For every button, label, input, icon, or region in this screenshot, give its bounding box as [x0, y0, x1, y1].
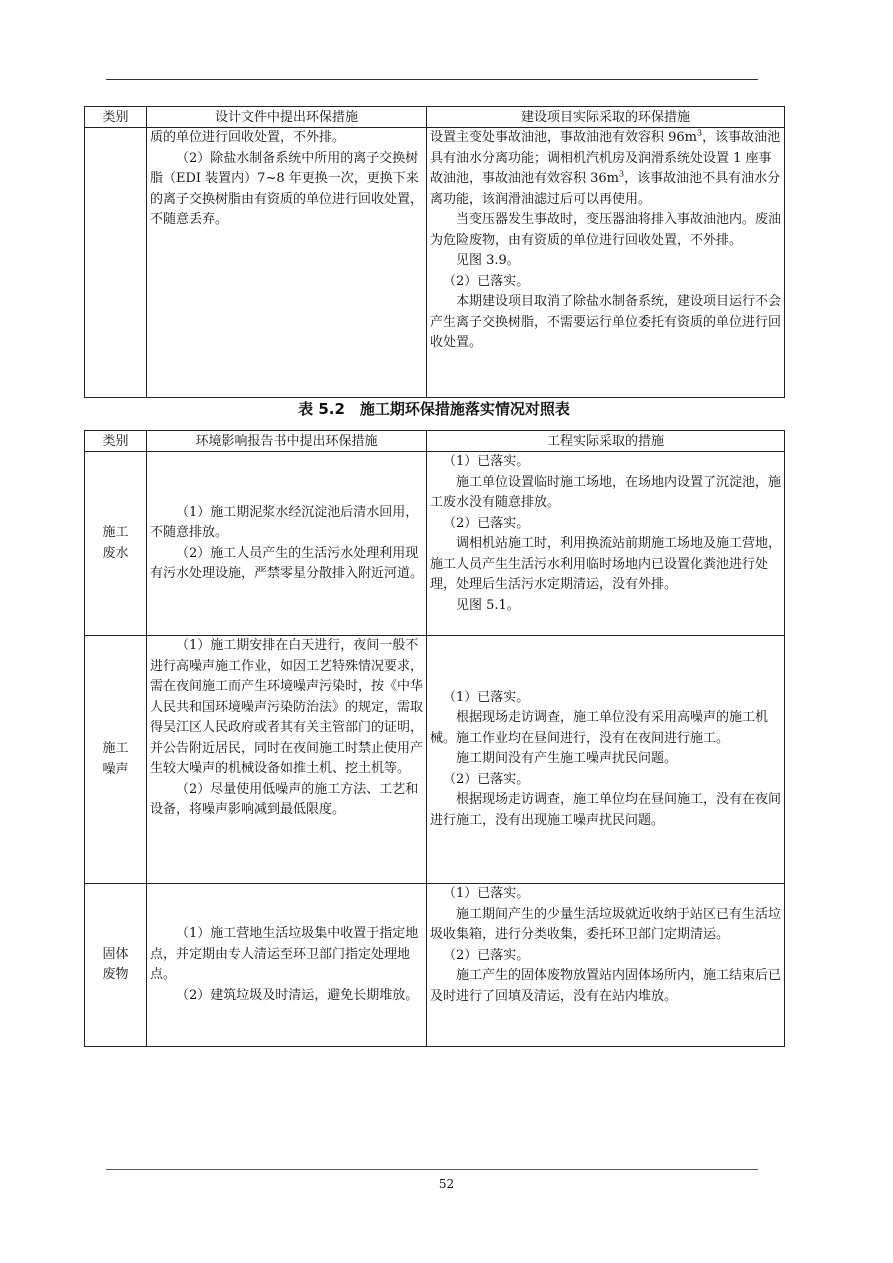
paragraph: （2）已落实。 [443, 515, 530, 531]
table-operation-measures [84, 106, 785, 398]
footer-rule [106, 1169, 758, 1170]
paragraph: （2）除盐水制备系统中所用的离子交换树脂（EDI 装置内）7~8 年更换一次，更换下来的离子交换树脂由有资质的单位进行回收处置，不随意丢弃。 [150, 150, 424, 227]
report-measures-cell [147, 452, 427, 636]
table-caption: 表 5.2 施工期环保措施落实情况对照表 [298, 400, 570, 418]
table-header-row [85, 431, 785, 452]
page-number: 52 [438, 1177, 455, 1191]
paragraph: （1）已落实。 [443, 689, 530, 705]
design-measures-cell [147, 128, 427, 398]
paragraph: （1）已落实。 [443, 454, 530, 469]
paragraph: （2）已落实。 [443, 947, 530, 963]
paragraph: （1）施工营地生活垃圾集中收置于指定地点，并定期由专人清运至环卫部门指定处理地点。 [150, 926, 419, 982]
paragraph: 施工产生的固体废物放置站内固体场所内，施工结束后已及时进行了回填及清运，没有在站内堆放。 [430, 968, 782, 1004]
header-category: 类别 [85, 431, 147, 452]
paragraph: 见图 3.9。 [456, 253, 520, 268]
category-cell: 施工 噪声 [85, 636, 147, 884]
paragraph: 设置主变处事故油池，事故油池有效容积 $96m^3$，该事故油池具有油水分离功能；调相机汽机房及润滑系统处设置 1 座事故油池，事故油池有效容积 $36m^3$，该事故油池不具有油水分离功能，该润滑油滤过后可以再使用。 [430, 128, 781, 207]
paragraph: 调相机站施工时，利用换流站前期施工场地及施工营地，施工人员产生生活污水利用临时场地内已设置化粪池进行处理，处理后生活污水定期清运，没有外排。 [430, 536, 782, 592]
report-measures-cell [147, 884, 427, 1047]
category-cell [85, 128, 147, 398]
actual-measures-cell [427, 636, 785, 884]
paragraph: （1）施工期安排在白天进行，夜间一般不进行高噪声施工作业，如因工艺特殊情况要求，需在夜间施工而产生环境噪声污染时，按《中华人民共和国环境噪声污染防治法》的规定，需取得吴江区人民政府或者其有关主管部门的证明，并公告附近居民，同时在夜间施工时禁止使用产生较大噪声的机械设备如推土机、挖土机等。 [150, 638, 424, 776]
paragraph: （2）已落实。 [443, 771, 530, 787]
paragraph: （1）施工期泥浆水经沉淀池后清水回用，不随意排放。 [150, 504, 419, 540]
report-measures-cell [147, 636, 427, 884]
paragraph: 根据现场走访调查，施工单位均在昼间施工，没有在夜间进行施工，没有出现施工噪声扰民问题。 [430, 792, 782, 828]
paragraph: 本期建设项目取消了除盐水制备系统，建设项目运行不会产生离子交换树脂，不需要运行单位委托有资质的单位进行回收处置。 [430, 294, 782, 350]
table-construction-measures [84, 430, 785, 1047]
category-cell: 固体 废物 [85, 884, 147, 1047]
header-design-measures: 设计文件中提出环保措施 [147, 107, 427, 128]
header-category: 类别 [85, 107, 147, 128]
header-actual-measures: 建设项目实际采取的环保措施 [427, 107, 785, 128]
actual-measures-cell [427, 452, 785, 636]
paragraph: 当变压器发生事故时，变压器油将排入事故油池内。废油为危险废物，由有资质的单位进行回收处置，不外排。 [430, 212, 782, 248]
paragraph: 施工单位设置临时施工场地，在场地内设置了沉淀池，施工废水没有随意排放。 [430, 474, 782, 510]
header-rule [106, 79, 758, 80]
actual-measures-cell [427, 128, 785, 398]
paragraph: （2）尽量使用低噪声的施工方法、工艺和设备，将噪声影响减到最低限度。 [150, 781, 419, 817]
paragraph: 见图 5.1。 [456, 597, 520, 613]
table-row [85, 128, 785, 398]
table-row [85, 636, 785, 884]
header-actual-measures: 工程实际采取的措施 [427, 431, 785, 452]
table-row [85, 452, 785, 636]
table-header-row [85, 107, 785, 128]
paragraph: 质的单位进行回收处置，不外排。 [150, 130, 346, 145]
paragraph: 根据现场走访调查，施工单位没有采用高噪声的施工机械。施工作业均在昼间进行，没有在夜间进行施工。 [430, 710, 769, 746]
paragraph: （1）已落实。 [443, 886, 530, 901]
table-row [85, 884, 785, 1047]
paragraph: （2）建筑垃圾及时清运，避免长期堆放。 [176, 987, 419, 1003]
paragraph: （2）已落实。 [443, 273, 530, 289]
paragraph: 施工期间没有产生施工噪声扰民问题。 [456, 751, 678, 767]
header-report-measures: 环境影响报告书中提出环保措施 [147, 431, 427, 452]
paragraph: 施工期间产生的少量生活垃圾就近收纳于站区已有生活垃圾收集箱，进行分类收集，委托环卫部门定期清运。 [430, 906, 782, 942]
actual-measures-cell [427, 884, 785, 1047]
category-cell: 施工 废水 [85, 452, 147, 636]
paragraph: （2）施工人员产生的生活污水处理利用现有污水处理设施，严禁零星分散排入附近河道。 [150, 545, 424, 581]
